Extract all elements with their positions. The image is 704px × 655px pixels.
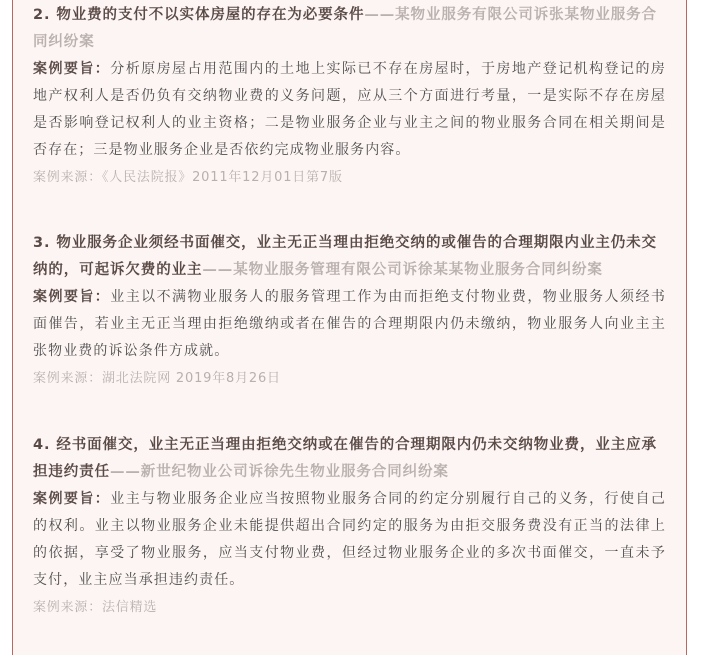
case-gist — [33, 486, 666, 594]
case-source: 案例来源：湖北法院网 2019年8月26日 — [33, 371, 281, 386]
case-source: 案例来源：法信精选 — [33, 600, 158, 615]
article-panel — [12, 0, 687, 655]
case-title-text: 2. 物业费的支付不以实体房屋的存在为必要条件 — [33, 7, 365, 23]
case-title-text: 3. 物业服务企业须经书面催交，业主无正当理由拒绝交纳的或催告的合理期限内业主仍未交纳的，可起诉欠费的业主 — [33, 235, 657, 278]
case-item-4 — [33, 432, 666, 621]
case-title — [33, 2, 666, 56]
case-subtitle: ——某物业服务有限公司诉张某物业服务合同纠纷案 — [33, 7, 657, 50]
case-item-2 — [33, 2, 666, 191]
case-title-text: 4. 经书面催交，业主无正当理由拒绝交纳或在催告的合理期限内仍未交纳物业费，业主应承担违约责任 — [33, 437, 657, 480]
gist-text: 业主以不满物业服务人的服务管理工作为由而拒绝支付物业费，物业服务人须经书面催告，若业主无正当理由拒绝缴纳或者在催告的合理期限内仍未缴纳，物业服务人向业主主张物业费的诉讼条件方成就。 — [33, 289, 667, 359]
case-title — [33, 230, 666, 284]
case-source: 案例来源：《人民法院报》2011年12月01日第7版 — [33, 170, 343, 185]
case-gist — [33, 284, 666, 365]
case-subtitle: ——某物业服务管理有限公司诉徐某某物业服务合同纠纷案 — [202, 262, 603, 278]
gist-label: 案例要旨： — [33, 61, 111, 77]
case-item-3 — [33, 230, 666, 392]
gist-text: 分析原房屋占用范围内的土地上实际已不存在房屋时，于房地产登记机构登记的房地产权利人是否仍负有交纳物业费的义务问题，应从三个方面进行考量，一是实际不存在房屋是否影响登记权利人的业主资格；二是物业服务企业与业主之间的物业服务合同在相关期间是否存在；三是物业服务企业是否依约完成物业服务内容。 — [33, 61, 667, 158]
gist-label: 案例要旨： — [33, 491, 111, 507]
gist-label: 案例要旨： — [33, 289, 111, 305]
case-gist — [33, 56, 666, 164]
case-title — [33, 432, 666, 486]
case-subtitle: ——新世纪物业公司诉徐先生物业服务合同纠纷案 — [110, 464, 449, 480]
gist-text: 业主与物业服务企业应当按照物业服务合同的约定分别履行自己的义务，行使自己的权利。业主以物业服务企业未能提供超出合同约定的服务为由拒交服务费没有正当的法律上的依据，享受了物业服务，应当支付物业费，但经过物业服务企业的多次书面催交，一直未予支付，业主应当承担违约责任。 — [33, 491, 667, 588]
